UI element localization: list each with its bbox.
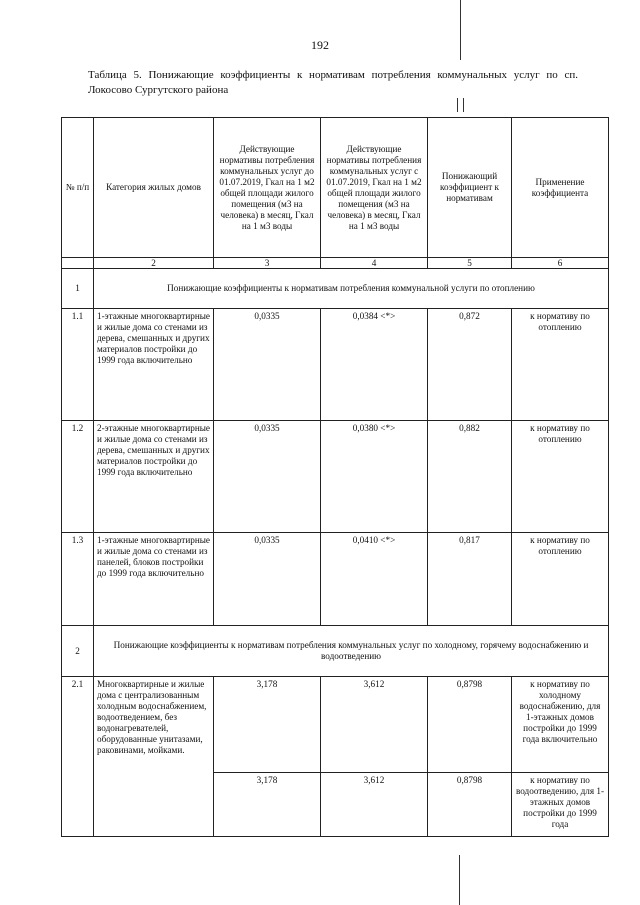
table-row — [62, 533, 609, 626]
row-norm-before: 3,178 — [214, 773, 321, 837]
row-norm-after: 3,612 — [321, 677, 428, 773]
row-number: 2.1 — [62, 677, 94, 837]
row-norm-after: 0,0410 <*> — [321, 533, 428, 626]
row-application: к нормативу по отоплению — [512, 421, 609, 533]
row-coefficient: 0,872 — [428, 309, 512, 421]
row-number: 1.2 — [62, 421, 94, 533]
column-number: 3 — [214, 258, 321, 269]
table-row — [62, 421, 609, 533]
row-application: к нормативу по отоплению — [512, 533, 609, 626]
page-number: 192 — [311, 38, 329, 52]
row-norm-before: 0,0335 — [214, 421, 321, 533]
row-category: 2-этажные многоквартирные и жилые дома со стенами из дерева, смешанных и других материалов постройки до 1999 года включительно — [94, 421, 214, 533]
scan-artifact-line — [459, 855, 460, 905]
section-number: 1 — [62, 269, 94, 309]
row-norm-before: 0,0335 — [214, 309, 321, 421]
row-category: 1-этажные многоквартирные и жилые дома со стенами из панелей, блоков постройки до 1999 года включительно — [94, 533, 214, 626]
row-coefficient: 0,8798 — [428, 773, 512, 837]
row-application: к нормативу по холодному водоснабжению, для 1-этажных домов постройки до 1999 года включительно — [512, 677, 609, 773]
row-application: к нормативу по водоотведению, для 1-этажных домов постройки до 1999 года — [512, 773, 609, 837]
column-number: 6 — [512, 258, 609, 269]
row-number: 1.1 — [62, 309, 94, 421]
section-title: Понижающие коэффициенты к нормативам потребления коммунальной услуги по отоплению — [94, 269, 609, 309]
coefficients-table — [61, 117, 609, 837]
section-title: Понижающие коэффициенты к нормативам потребления коммунальных услуг по холодному, горячему водоснабжению и водоотведению — [94, 626, 609, 677]
column-number: 4 — [321, 258, 428, 269]
column-number — [62, 258, 94, 269]
row-coefficient: 0,817 — [428, 533, 512, 626]
row-application: к нормативу по отоплению — [512, 309, 609, 421]
row-norm-before: 3,178 — [214, 677, 321, 773]
scan-artifact-line — [457, 98, 458, 112]
scan-artifact-line — [463, 98, 464, 112]
row-coefficient: 0,8798 — [428, 677, 512, 773]
row-norm-after: 0,0384 <*> — [321, 309, 428, 421]
section-number: 2 — [62, 626, 94, 677]
table-caption: Таблица 5. Понижающие коэффициенты к нормативам потребления коммунальных услуг по сп. Локосово Сургутского района — [88, 69, 578, 96]
header-norm-after: Действующие нормативы потребления коммунальных услуг с 01.07.2019, Гкал на 1 м2 общей площади жилого помещения (м3 на человека) в месяц, Гкал на 1 м3 воды — [321, 118, 428, 258]
row-norm-after: 0,0380 <*> — [321, 421, 428, 533]
column-number: 2 — [94, 258, 214, 269]
row-category: Многоквартирные и жилые дома с централизованным холодным водоснабжением, водоотведением, без водонагревателей, оборудованные унитазами, раковинами, мойками. — [94, 677, 214, 837]
header-norm-before: Действующие нормативы потребления коммунальных услуг до 01.07.2019, Гкал на 1 м2 общей площади жилого помещения (м3 на человека) в месяц, Гкал на 1 м3 воды — [214, 118, 321, 258]
row-category: 1-этажные многоквартирные и жилые дома со стенами из дерева, смешанных и других материалов постройки до 1999 года включительно — [94, 309, 214, 421]
header-category: Категория жилых домов — [94, 118, 214, 258]
row-coefficient: 0,882 — [428, 421, 512, 533]
table-row — [62, 677, 609, 773]
scan-artifact-line — [460, 0, 461, 60]
header-num: № п/п — [62, 118, 94, 258]
row-norm-after: 3,612 — [321, 773, 428, 837]
table-row — [62, 309, 609, 421]
header-application: Применение коэффициента — [512, 118, 609, 258]
row-norm-before: 0,0335 — [214, 533, 321, 626]
column-number: 5 — [428, 258, 512, 269]
header-coefficient: Понижающий коэффициент к нормативам — [428, 118, 512, 258]
row-number: 1.3 — [62, 533, 94, 626]
